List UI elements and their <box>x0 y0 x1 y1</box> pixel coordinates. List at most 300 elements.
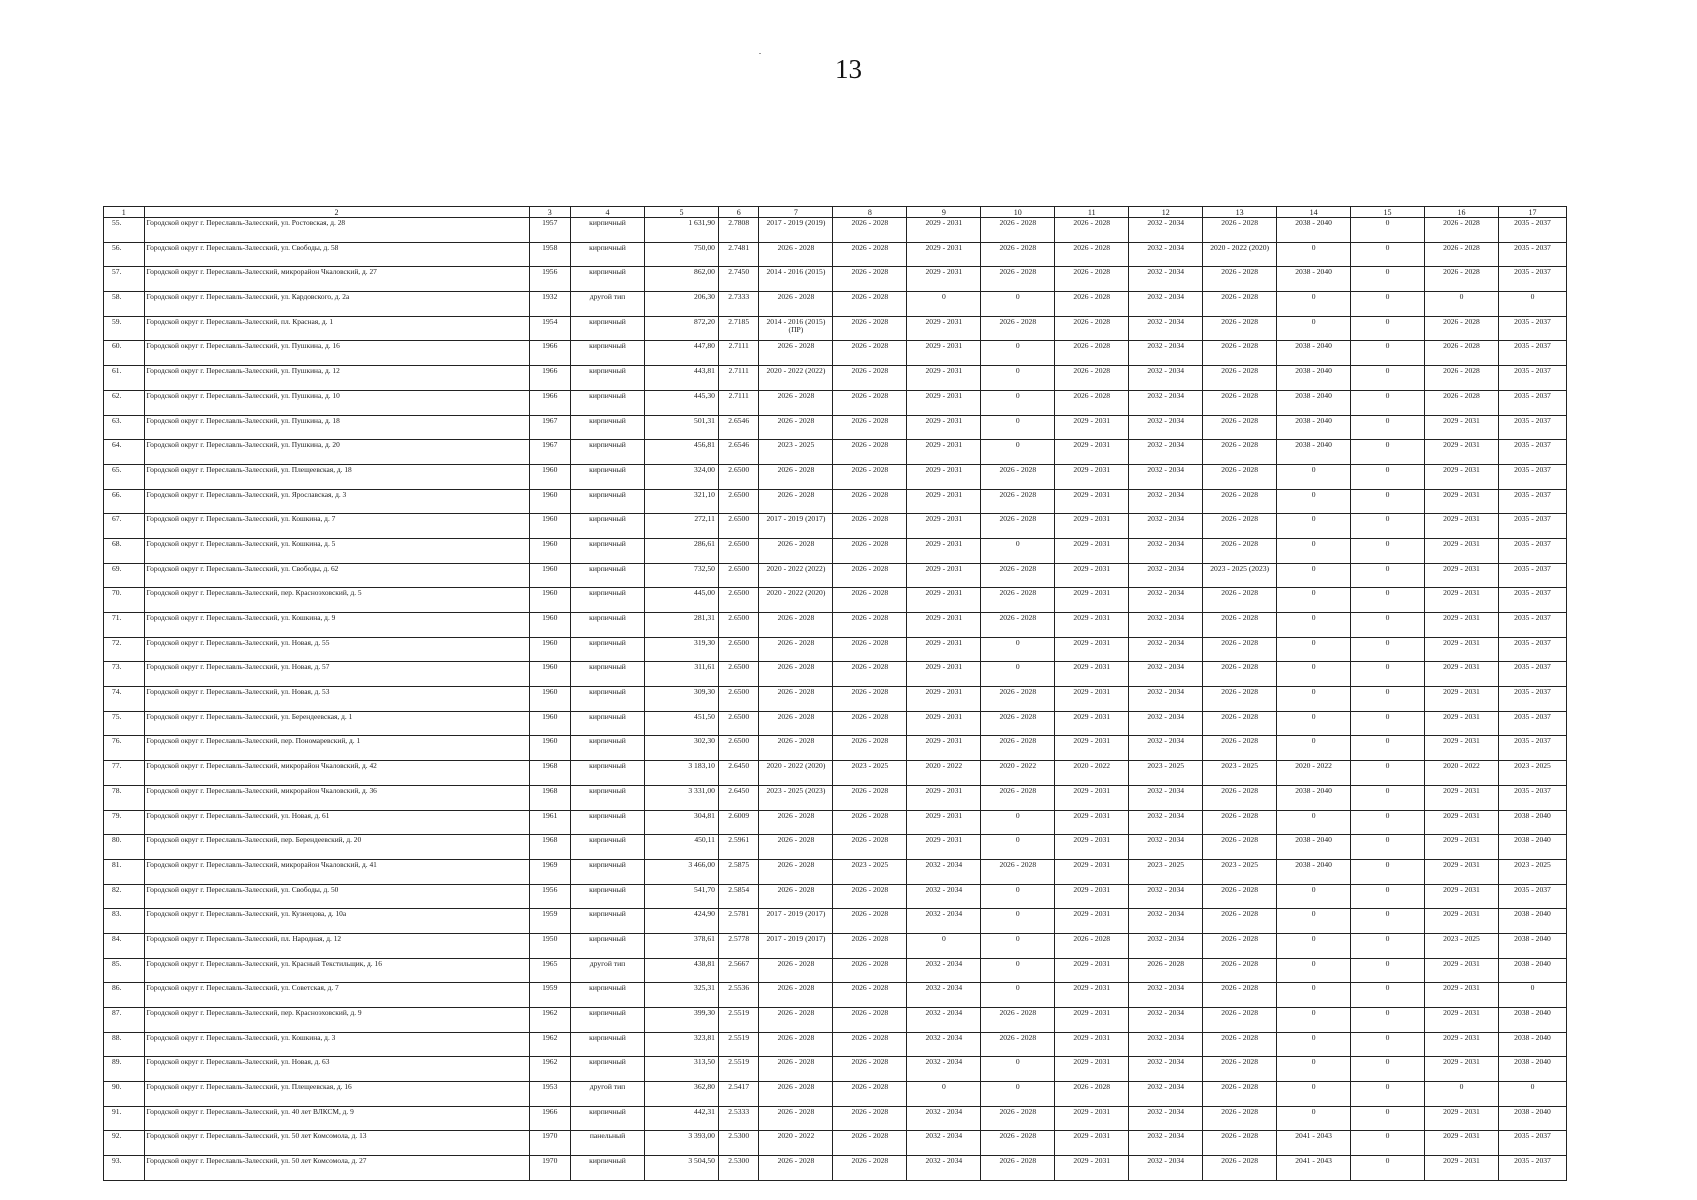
area-cell: 447,80 <box>644 341 718 366</box>
period-col-15-cell: 0 <box>1351 711 1425 736</box>
period-col-17-cell: 2035 - 2037 <box>1498 637 1566 662</box>
period-col-16-cell: 2026 - 2028 <box>1425 242 1499 267</box>
address-cell: Городской округ г. Переславль-Залесский, ул. Кошкина, д. 5 <box>144 538 529 563</box>
period-col-14-cell: 0 <box>1277 662 1351 687</box>
period-col-9-cell: 2029 - 2031 <box>907 736 981 761</box>
wall-material-cell: кирпичный <box>571 1106 645 1131</box>
priority-index-cell: 2.6500 <box>718 563 759 588</box>
area-cell: 443,81 <box>644 366 718 391</box>
period-col-14-cell: 2038 - 2040 <box>1277 415 1351 440</box>
period-col-8-cell: 2026 - 2028 <box>833 1057 907 1082</box>
period-col-16-cell: 2026 - 2028 <box>1425 366 1499 391</box>
column-number-17: 17 <box>1498 207 1566 218</box>
period-col-13-cell: 2026 - 2028 <box>1203 489 1277 514</box>
period-col-9-cell: 2029 - 2031 <box>907 366 981 391</box>
period-col-7-cell: 2017 - 2019 (2017) <box>759 514 833 539</box>
period-col-9-cell: 2029 - 2031 <box>907 218 981 243</box>
table-row <box>104 1032 1567 1057</box>
period-col-7-cell: 2026 - 2028 <box>759 489 833 514</box>
wall-material-cell: кирпичный <box>571 637 645 662</box>
period-col-12-cell: 2032 - 2034 <box>1129 588 1203 613</box>
period-col-17-cell: 2035 - 2037 <box>1498 662 1566 687</box>
period-col-11-cell: 2029 - 2031 <box>1055 415 1129 440</box>
area-cell: 302,30 <box>644 736 718 761</box>
period-col-7-cell: 2023 - 2025 <box>759 440 833 465</box>
period-col-10-cell: 2026 - 2028 <box>981 785 1055 810</box>
priority-index-cell: 2.6546 <box>718 415 759 440</box>
period-col-10-cell: 2026 - 2028 <box>981 588 1055 613</box>
period-col-8-cell: 2026 - 2028 <box>833 415 907 440</box>
period-col-15-cell: 0 <box>1351 835 1425 860</box>
period-col-14-cell: 0 <box>1277 538 1351 563</box>
priority-index-cell: 2.5781 <box>718 909 759 934</box>
period-col-11-cell: 2029 - 2031 <box>1055 440 1129 465</box>
period-col-15-cell: 0 <box>1351 1008 1425 1033</box>
wall-material-cell: кирпичный <box>571 761 645 786</box>
period-col-11-cell: 2026 - 2028 <box>1055 292 1129 317</box>
table-row <box>104 1057 1567 1082</box>
area-cell: 324,00 <box>644 464 718 489</box>
period-col-12-cell: 2032 - 2034 <box>1129 390 1203 415</box>
wall-material-cell: кирпичный <box>571 613 645 638</box>
period-col-15-cell: 0 <box>1351 563 1425 588</box>
period-col-7-cell: 2026 - 2028 <box>759 341 833 366</box>
period-col-13-cell: 2023 - 2025 <box>1203 761 1277 786</box>
table-row <box>104 415 1567 440</box>
period-col-13-cell: 2026 - 2028 <box>1203 218 1277 243</box>
wall-material-cell: другой тип <box>571 292 645 317</box>
period-col-11-cell: 2020 - 2022 <box>1055 761 1129 786</box>
period-col-11-cell: 2029 - 2031 <box>1055 859 1129 884</box>
period-col-10-cell: 0 <box>981 835 1055 860</box>
period-col-13-cell: 2026 - 2028 <box>1203 736 1277 761</box>
period-col-8-cell: 2026 - 2028 <box>833 218 907 243</box>
period-col-8-cell: 2026 - 2028 <box>833 613 907 638</box>
period-col-12-cell: 2032 - 2034 <box>1129 415 1203 440</box>
period-col-16-cell: 2023 - 2025 <box>1425 933 1499 958</box>
period-col-13-cell: 2026 - 2028 <box>1203 662 1277 687</box>
row-number-cell: 62. <box>104 390 145 415</box>
row-number-cell: 92. <box>104 1131 145 1156</box>
period-col-14-cell: 0 <box>1277 909 1351 934</box>
period-col-15-cell: 0 <box>1351 489 1425 514</box>
period-col-8-cell: 2026 - 2028 <box>833 242 907 267</box>
period-col-8-cell: 2026 - 2028 <box>833 366 907 391</box>
period-col-17-cell: 2035 - 2037 <box>1498 415 1566 440</box>
priority-index-cell: 2.5536 <box>718 983 759 1008</box>
period-col-8-cell: 2026 - 2028 <box>833 835 907 860</box>
period-col-15-cell: 0 <box>1351 464 1425 489</box>
period-col-14-cell: 0 <box>1277 637 1351 662</box>
year-built-cell: 1960 <box>529 514 571 539</box>
period-col-8-cell: 2026 - 2028 <box>833 1106 907 1131</box>
priority-index-cell: 2.5667 <box>718 958 759 983</box>
wall-material-cell: кирпичный <box>571 440 645 465</box>
period-col-17-cell: 2035 - 2037 <box>1498 884 1566 909</box>
year-built-cell: 1966 <box>529 366 571 391</box>
period-col-9-cell: 2029 - 2031 <box>907 662 981 687</box>
period-col-14-cell: 0 <box>1277 588 1351 613</box>
period-col-14-cell: 2038 - 2040 <box>1277 835 1351 860</box>
period-col-17-cell: 2035 - 2037 <box>1498 1156 1566 1181</box>
row-number-cell: 67. <box>104 514 145 539</box>
period-col-14-cell: 0 <box>1277 711 1351 736</box>
period-col-9-cell: 2029 - 2031 <box>907 711 981 736</box>
priority-index-cell: 2.6500 <box>718 711 759 736</box>
period-col-8-cell: 2026 - 2028 <box>833 958 907 983</box>
wall-material-cell: кирпичный <box>571 415 645 440</box>
year-built-cell: 1960 <box>529 588 571 613</box>
period-col-13-cell: 2026 - 2028 <box>1203 514 1277 539</box>
area-cell: 362,80 <box>644 1082 718 1107</box>
period-col-16-cell: 2029 - 2031 <box>1425 736 1499 761</box>
period-col-15-cell: 0 <box>1351 909 1425 934</box>
period-col-13-cell: 2026 - 2028 <box>1203 390 1277 415</box>
period-col-8-cell: 2026 - 2028 <box>833 1032 907 1057</box>
year-built-cell: 1966 <box>529 341 571 366</box>
year-built-cell: 1960 <box>529 489 571 514</box>
period-col-10-cell: 2026 - 2028 <box>981 687 1055 712</box>
period-col-10-cell: 0 <box>981 662 1055 687</box>
period-col-16-cell: 2029 - 2031 <box>1425 983 1499 1008</box>
table-row <box>104 1156 1567 1181</box>
period-col-11-cell: 2029 - 2031 <box>1055 613 1129 638</box>
column-number-15: 15 <box>1351 207 1425 218</box>
period-col-14-cell: 0 <box>1277 514 1351 539</box>
period-col-13-cell: 2026 - 2028 <box>1203 366 1277 391</box>
period-col-12-cell: 2032 - 2034 <box>1129 933 1203 958</box>
period-col-10-cell: 0 <box>981 440 1055 465</box>
period-col-12-cell: 2032 - 2034 <box>1129 785 1203 810</box>
column-number-3: 3 <box>529 207 571 218</box>
period-col-11-cell: 2026 - 2028 <box>1055 316 1129 341</box>
period-col-8-cell: 2026 - 2028 <box>833 341 907 366</box>
wall-material-cell: кирпичный <box>571 884 645 909</box>
year-built-cell: 1968 <box>529 761 571 786</box>
period-col-8-cell: 2026 - 2028 <box>833 292 907 317</box>
year-built-cell: 1956 <box>529 884 571 909</box>
period-col-10-cell: 0 <box>981 637 1055 662</box>
period-col-12-cell: 2032 - 2034 <box>1129 267 1203 292</box>
area-cell: 325,31 <box>644 983 718 1008</box>
period-col-16-cell: 2029 - 2031 <box>1425 1106 1499 1131</box>
address-cell: Городской округ г. Переславль-Залесский, пл. Народная, д. 12 <box>144 933 529 958</box>
address-cell: Городской округ г. Переславль-Залесский, ул. 50 лет Комсомола, д. 13 <box>144 1131 529 1156</box>
priority-index-cell: 2.5417 <box>718 1082 759 1107</box>
period-col-16-cell: 2029 - 2031 <box>1425 1131 1499 1156</box>
wall-material-cell: кирпичный <box>571 933 645 958</box>
period-col-7-cell: 2026 - 2028 <box>759 711 833 736</box>
period-col-17-cell: 0 <box>1498 1082 1566 1107</box>
area-cell: 399,30 <box>644 1008 718 1033</box>
period-col-7-cell: 2026 - 2028 <box>759 1082 833 1107</box>
period-col-7-cell: 2026 - 2028 <box>759 1156 833 1181</box>
period-col-11-cell: 2029 - 2031 <box>1055 909 1129 934</box>
period-col-17-cell: 2035 - 2037 <box>1498 613 1566 638</box>
period-col-17-cell: 2038 - 2040 <box>1498 1106 1566 1131</box>
period-col-12-cell: 2032 - 2034 <box>1129 316 1203 341</box>
row-number-cell: 69. <box>104 563 145 588</box>
period-col-14-cell: 0 <box>1277 687 1351 712</box>
period-col-14-cell: 2038 - 2040 <box>1277 785 1351 810</box>
period-col-17-cell: 0 <box>1498 983 1566 1008</box>
table-row <box>104 835 1567 860</box>
table-row <box>104 687 1567 712</box>
period-col-7-cell: 2026 - 2028 <box>759 415 833 440</box>
period-col-12-cell: 2032 - 2034 <box>1129 1032 1203 1057</box>
column-number-6: 6 <box>718 207 759 218</box>
address-cell: Городской округ г. Переславль-Залесский, ул. Пушкина, д. 20 <box>144 440 529 465</box>
period-col-10-cell: 0 <box>981 933 1055 958</box>
year-built-cell: 1954 <box>529 316 571 341</box>
period-col-12-cell: 2032 - 2034 <box>1129 1082 1203 1107</box>
area-cell: 3 504,50 <box>644 1156 718 1181</box>
period-col-15-cell: 0 <box>1351 933 1425 958</box>
period-col-13-cell: 2026 - 2028 <box>1203 1131 1277 1156</box>
period-col-12-cell: 2032 - 2034 <box>1129 218 1203 243</box>
period-col-15-cell: 0 <box>1351 958 1425 983</box>
year-built-cell: 1960 <box>529 464 571 489</box>
period-col-14-cell: 0 <box>1277 1008 1351 1033</box>
period-col-12-cell: 2032 - 2034 <box>1129 662 1203 687</box>
year-built-cell: 1960 <box>529 662 571 687</box>
period-col-12-cell: 2032 - 2034 <box>1129 440 1203 465</box>
column-number-9: 9 <box>907 207 981 218</box>
area-cell: 732,50 <box>644 563 718 588</box>
period-col-10-cell: 0 <box>981 1082 1055 1107</box>
period-col-12-cell: 2032 - 2034 <box>1129 1131 1203 1156</box>
period-col-11-cell: 2029 - 2031 <box>1055 464 1129 489</box>
period-col-9-cell: 2020 - 2022 <box>907 761 981 786</box>
wall-material-cell: кирпичный <box>571 588 645 613</box>
period-col-14-cell: 2038 - 2040 <box>1277 390 1351 415</box>
period-col-11-cell: 2029 - 2031 <box>1055 785 1129 810</box>
period-col-9-cell: 2029 - 2031 <box>907 637 981 662</box>
period-col-13-cell: 2023 - 2025 <box>1203 859 1277 884</box>
year-built-cell: 1960 <box>529 563 571 588</box>
row-number-cell: 65. <box>104 464 145 489</box>
period-col-8-cell: 2026 - 2028 <box>833 316 907 341</box>
area-cell: 311,61 <box>644 662 718 687</box>
period-col-15-cell: 0 <box>1351 440 1425 465</box>
priority-index-cell: 2.7808 <box>718 218 759 243</box>
period-col-7-cell: 2014 - 2016 (2015) <box>759 267 833 292</box>
period-col-8-cell: 2026 - 2028 <box>833 933 907 958</box>
period-col-7-cell: 2026 - 2028 <box>759 242 833 267</box>
period-col-14-cell: 0 <box>1277 1032 1351 1057</box>
period-col-7-cell: 2026 - 2028 <box>759 613 833 638</box>
period-col-11-cell: 2029 - 2031 <box>1055 736 1129 761</box>
wall-material-cell: кирпичный <box>571 711 645 736</box>
priority-index-cell: 2.5333 <box>718 1106 759 1131</box>
period-col-15-cell: 0 <box>1351 366 1425 391</box>
period-col-8-cell: 2026 - 2028 <box>833 267 907 292</box>
period-col-15-cell: 0 <box>1351 588 1425 613</box>
period-col-13-cell: 2026 - 2028 <box>1203 810 1277 835</box>
period-col-10-cell: 2026 - 2028 <box>981 711 1055 736</box>
priority-index-cell: 2.5778 <box>718 933 759 958</box>
area-cell: 750,00 <box>644 242 718 267</box>
period-col-16-cell: 2029 - 2031 <box>1425 588 1499 613</box>
table-row <box>104 464 1567 489</box>
period-col-13-cell: 2026 - 2028 <box>1203 415 1277 440</box>
address-cell: Городской округ г. Переславль-Залесский, ул. Ростовская, д. 28 <box>144 218 529 243</box>
period-col-17-cell: 2038 - 2040 <box>1498 958 1566 983</box>
period-col-12-cell: 2032 - 2034 <box>1129 810 1203 835</box>
table-row <box>104 884 1567 909</box>
row-number-cell: 88. <box>104 1032 145 1057</box>
period-col-11-cell: 2029 - 2031 <box>1055 1008 1129 1033</box>
period-col-13-cell: 2023 - 2025 (2023) <box>1203 563 1277 588</box>
period-col-10-cell: 2026 - 2028 <box>981 267 1055 292</box>
year-built-cell: 1953 <box>529 1082 571 1107</box>
period-col-13-cell: 2020 - 2022 (2020) <box>1203 242 1277 267</box>
period-col-7-cell: 2026 - 2028 <box>759 538 833 563</box>
column-number-12: 12 <box>1129 207 1203 218</box>
period-col-11-cell: 2029 - 2031 <box>1055 1156 1129 1181</box>
year-built-cell: 1959 <box>529 983 571 1008</box>
row-number-cell: 55. <box>104 218 145 243</box>
area-cell: 272,11 <box>644 514 718 539</box>
table-row <box>104 637 1567 662</box>
period-col-17-cell: 2035 - 2037 <box>1498 390 1566 415</box>
period-col-9-cell: 2032 - 2034 <box>907 983 981 1008</box>
period-col-15-cell: 0 <box>1351 1057 1425 1082</box>
period-col-16-cell: 2029 - 2031 <box>1425 1008 1499 1033</box>
period-col-8-cell: 2026 - 2028 <box>833 489 907 514</box>
wall-material-cell: кирпичный <box>571 316 645 341</box>
area-cell: 3 393,00 <box>644 1131 718 1156</box>
period-col-14-cell: 0 <box>1277 563 1351 588</box>
period-col-9-cell: 2029 - 2031 <box>907 687 981 712</box>
period-col-11-cell: 2029 - 2031 <box>1055 1131 1129 1156</box>
period-col-11-cell: 2026 - 2028 <box>1055 267 1129 292</box>
period-col-10-cell: 0 <box>981 1057 1055 1082</box>
priority-index-cell: 2.5961 <box>718 835 759 860</box>
period-col-15-cell: 0 <box>1351 613 1425 638</box>
period-col-8-cell: 2026 - 2028 <box>833 785 907 810</box>
header-row <box>104 207 1567 218</box>
period-col-17-cell: 0 <box>1498 292 1566 317</box>
period-col-11-cell: 2029 - 2031 <box>1055 1057 1129 1082</box>
period-col-12-cell: 2032 - 2034 <box>1129 909 1203 934</box>
period-col-17-cell: 2035 - 2037 <box>1498 464 1566 489</box>
wall-material-cell: кирпичный <box>571 341 645 366</box>
period-col-7-cell: 2017 - 2019 (2017) <box>759 933 833 958</box>
period-col-9-cell: 2029 - 2031 <box>907 489 981 514</box>
period-col-11-cell: 2029 - 2031 <box>1055 810 1129 835</box>
period-col-15-cell: 0 <box>1351 218 1425 243</box>
period-col-17-cell: 2023 - 2025 <box>1498 761 1566 786</box>
address-cell: Городской округ г. Переславль-Залесский, ул. Советская, д. 7 <box>144 983 529 1008</box>
period-col-14-cell: 2041 - 2043 <box>1277 1156 1351 1181</box>
period-col-12-cell: 2032 - 2034 <box>1129 1008 1203 1033</box>
period-col-9-cell: 2032 - 2034 <box>907 1057 981 1082</box>
address-cell: Городской округ г. Переславль-Залесский, пер. Берендеевский, д. 20 <box>144 835 529 860</box>
priority-index-cell: 2.6500 <box>718 588 759 613</box>
period-col-16-cell: 2029 - 2031 <box>1425 464 1499 489</box>
row-number-cell: 68. <box>104 538 145 563</box>
period-col-12-cell: 2032 - 2034 <box>1129 292 1203 317</box>
period-col-16-cell: 2029 - 2031 <box>1425 662 1499 687</box>
row-number-cell: 78. <box>104 785 145 810</box>
address-cell: Городской округ г. Переславль-Залесский, ул. 40 лет ВЛКСМ, д. 9 <box>144 1106 529 1131</box>
row-number-cell: 73. <box>104 662 145 687</box>
area-cell: 319,30 <box>644 637 718 662</box>
period-col-7-cell: 2017 - 2019 (2019) <box>759 218 833 243</box>
period-col-16-cell: 2029 - 2031 <box>1425 415 1499 440</box>
period-col-7-cell: 2020 - 2022 (2022) <box>759 366 833 391</box>
row-number-cell: 82. <box>104 884 145 909</box>
period-col-14-cell: 0 <box>1277 489 1351 514</box>
row-number-cell: 80. <box>104 835 145 860</box>
table-row <box>104 859 1567 884</box>
area-cell: 378,61 <box>644 933 718 958</box>
period-col-10-cell: 2026 - 2028 <box>981 1131 1055 1156</box>
address-cell: Городской округ г. Переславль-Залесский, пл. Красная, д. 1 <box>144 316 529 341</box>
area-cell: 541,70 <box>644 884 718 909</box>
period-col-14-cell: 0 <box>1277 316 1351 341</box>
period-col-11-cell: 2029 - 2031 <box>1055 637 1129 662</box>
address-cell: Городской округ г. Переславль-Залесский, ул. Ярославская, д. 3 <box>144 489 529 514</box>
period-col-15-cell: 0 <box>1351 390 1425 415</box>
period-col-11-cell: 2029 - 2031 <box>1055 835 1129 860</box>
period-col-10-cell: 2026 - 2028 <box>981 1032 1055 1057</box>
period-col-9-cell: 2032 - 2034 <box>907 1008 981 1033</box>
period-col-9-cell: 2029 - 2031 <box>907 785 981 810</box>
year-built-cell: 1968 <box>529 835 571 860</box>
row-number-cell: 90. <box>104 1082 145 1107</box>
period-col-13-cell: 2026 - 2028 <box>1203 785 1277 810</box>
column-number-1: 1 <box>104 207 145 218</box>
period-col-16-cell: 0 <box>1425 292 1499 317</box>
period-col-11-cell: 2026 - 2028 <box>1055 366 1129 391</box>
period-col-13-cell: 2026 - 2028 <box>1203 341 1277 366</box>
period-col-8-cell: 2026 - 2028 <box>833 884 907 909</box>
table-row <box>104 1106 1567 1131</box>
address-cell: Городской округ г. Переславль-Залесский, пер. Красноэховский, д. 9 <box>144 1008 529 1033</box>
period-col-9-cell: 2029 - 2031 <box>907 563 981 588</box>
period-col-12-cell: 2032 - 2034 <box>1129 464 1203 489</box>
period-col-10-cell: 0 <box>981 415 1055 440</box>
period-col-14-cell: 2038 - 2040 <box>1277 218 1351 243</box>
wall-material-cell: кирпичный <box>571 662 645 687</box>
period-col-11-cell: 2029 - 2031 <box>1055 687 1129 712</box>
period-col-15-cell: 0 <box>1351 341 1425 366</box>
period-col-7-cell: 2026 - 2028 <box>759 983 833 1008</box>
period-col-7-cell: 2017 - 2019 (2017) <box>759 909 833 934</box>
period-col-8-cell: 2026 - 2028 <box>833 588 907 613</box>
period-col-12-cell: 2032 - 2034 <box>1129 736 1203 761</box>
year-built-cell: 1962 <box>529 1032 571 1057</box>
wall-material-cell: кирпичный <box>571 242 645 267</box>
priority-index-cell: 2.6500 <box>718 538 759 563</box>
wall-material-cell: кирпичный <box>571 785 645 810</box>
period-col-16-cell: 2029 - 2031 <box>1425 835 1499 860</box>
table-row <box>104 958 1567 983</box>
period-col-9-cell: 2029 - 2031 <box>907 341 981 366</box>
period-col-15-cell: 0 <box>1351 514 1425 539</box>
period-col-17-cell: 2035 - 2037 <box>1498 440 1566 465</box>
area-cell: 501,31 <box>644 415 718 440</box>
table-row <box>104 292 1567 317</box>
period-col-9-cell: 2032 - 2034 <box>907 1131 981 1156</box>
period-col-12-cell: 2032 - 2034 <box>1129 983 1203 1008</box>
period-col-10-cell: 2026 - 2028 <box>981 1008 1055 1033</box>
period-col-9-cell: 2032 - 2034 <box>907 859 981 884</box>
period-col-14-cell: 0 <box>1277 1057 1351 1082</box>
priority-index-cell: 2.6500 <box>718 662 759 687</box>
